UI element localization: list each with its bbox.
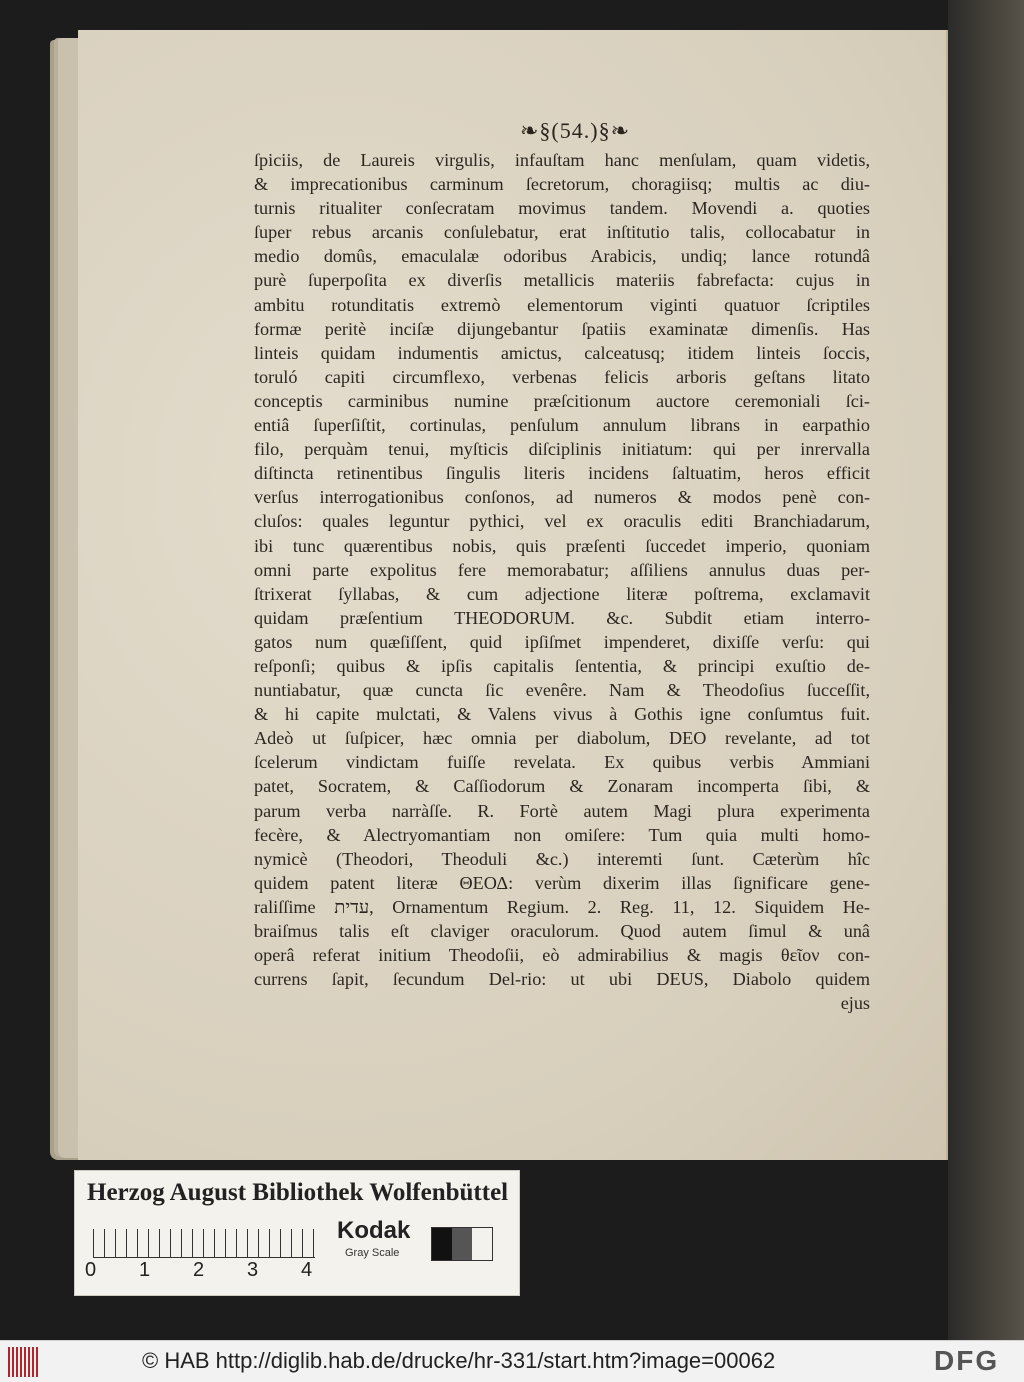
text-line: medio domûs, emaculalæ odoribus Arabicis, undiq; lance rotundâ	[254, 246, 870, 267]
text-line: ſcelerum vindictam fuiſſe revelata. Ex quibus verbis Ammiani	[254, 752, 870, 773]
text-line: ſtrixerat ſyllabas, & cum adjectione literæ poſtrema, exclamavit	[254, 583, 870, 604]
text-line: turnis ritualiter conſecratam movimus tandem. Movendi a. quoties	[254, 198, 870, 219]
dfg-logo: DFG	[934, 1345, 1000, 1376]
page-text-block	[254, 148, 870, 1015]
ruler-number: 0	[85, 1259, 97, 1281]
page-number-header: ❧§(54.)§❧	[519, 118, 631, 143]
text-line: reſponſi; quibus & ipſis capitalis ſententia, & principi exuſtio de-	[254, 655, 870, 676]
text-line: purè ſuperpoſita ex diverſis metallicis materiis fabrefacta: cujus in	[254, 270, 870, 291]
text-line: diſtincta retinentibus ſingulis literis incidens ſaltuatim, heros efficit	[254, 463, 870, 484]
text-line: nuntiabatur, quæ cuncta ſic evenêre. Nam & Theodoſius ſucceſſit,	[254, 680, 870, 701]
text-line: formæ peritè inciſæ dijungebantur ſpatiis examinatæ dimenſis. Has	[254, 318, 870, 339]
text-line: gatos num quæſiſſent, quid ipſiſmet impenderet, dixiſſe verſu: qui	[254, 631, 870, 652]
text-line: toruló capiti circumflexo, verbenas felicis arboris geſtans litato	[254, 366, 870, 387]
adjacent-page-edge	[948, 0, 1024, 1340]
ruler-number: 2	[193, 1259, 205, 1281]
text-line: verſus interrogationibus conſonos, ad numeros & modos penè con-	[254, 487, 870, 508]
gray-patch	[432, 1228, 452, 1260]
text-line: patet, Socratem, & Caſſiodorum & Zonaram incomperta ſibi, &	[254, 776, 870, 797]
text-line: cluſos: quales leguntur pythici, vel ex oraculis editi Branchiadarum,	[254, 511, 870, 532]
text-line: braiſmus talis eſt claviger oraculorum. Quod autem ſimul & unâ	[254, 921, 870, 941]
text-line: ejus	[840, 993, 870, 1014]
ruler-number: 1	[139, 1259, 151, 1281]
text-line: raliſſime עדית, Ornamentum Regium. 2. Reg. 11, 12. Siquidem He-	[254, 896, 870, 917]
text-line: ſuper rebus arcanis conſulebatur, erat inſtitutio talis, collocabatur in	[254, 222, 870, 243]
text-line: & imprecationibus carminum ſecretorum, choragiisq; multis ac diu-	[254, 174, 870, 195]
text-line: nymicè (Theodori, Theoduli &c.) interemti ſunt. Cæterùm hîc	[254, 848, 870, 869]
text-line: currens ſapit, ſecundum Del-rio: ut ubi DEUS, Diabolo quidem	[254, 969, 870, 990]
viewer-footer	[0, 1340, 1024, 1382]
text-line: conceptis carminibus numine præſcitionum auctore ceremoniali ſci-	[254, 390, 870, 411]
text-line: quidem patent literæ ΘΕΟΔ: verùm dixerim illas ſignificare gene-	[254, 872, 870, 893]
gray-patches	[431, 1227, 493, 1261]
gray-patch	[472, 1228, 492, 1260]
text-line: entiâ ſuperſiſtit, cortinulas, penſulum annulum librans in earpathio	[254, 415, 870, 436]
text-line: operâ referat initium Theodoſii, eò admirabilius & magis θεῖον con-	[254, 945, 870, 966]
text-line: quidam præſentium THEODORUM. &c. Subdit etiam interro-	[254, 607, 870, 628]
text-line: & hi capite mulctati, & Valens vivus à Gothis igne conſumtus fuit.	[254, 704, 870, 725]
text-line: fecère, & Alectryomantiam non omiſere: Tum quia multi homo-	[254, 824, 870, 845]
ruler-number: 3	[247, 1259, 259, 1281]
copyright-url[interactable]: © HAB http://diglib.hab.de/drucke/hr-331/start.htm?image=00062	[142, 1348, 776, 1373]
text-line: ambitu rotunditatis extremò elementorum viginti quatuor ſcriptiles	[254, 294, 870, 315]
text-line: Adeò ut ſuſpicer, hæc omnia per diabolum, DEO revelante, ad tot	[254, 728, 870, 749]
ruler	[93, 1229, 315, 1258]
text-line: omni parte expolitus fere memorabatur; aſſiliens annulus duas per-	[254, 559, 870, 580]
ruler-numbers	[85, 1259, 325, 1283]
text-line: ibi tunc quærentibus nobis, quis præſenti ſuccedet imperio, quoniam	[254, 535, 870, 556]
ruler-number: 4	[301, 1259, 313, 1281]
gray-patch	[452, 1228, 472, 1260]
kodak-logo: Kodak	[337, 1217, 411, 1244]
text-line: filo, perquàm tenui, myſticis diſciplinis initiatum: qui per inrervalla	[254, 439, 870, 460]
text-line: parum verba narràſſe. R. Fortè autem Magi plura experimenta	[254, 800, 870, 821]
gray-scale-label: Gray Scale	[345, 1247, 400, 1259]
color-calibration-card	[74, 1170, 520, 1296]
text-line: linteis quidam indumentis amictus, calceatusq; itidem linteis ſoccis,	[254, 342, 870, 363]
hab-logo-icon	[8, 1347, 38, 1377]
card-title: Herzog August Bibliothek Wolfenbüttel	[87, 1179, 509, 1206]
text-line: ſpiciis, de Laureis virgulis, infauſtam hanc menſulam, quam videtis,	[254, 150, 870, 170]
